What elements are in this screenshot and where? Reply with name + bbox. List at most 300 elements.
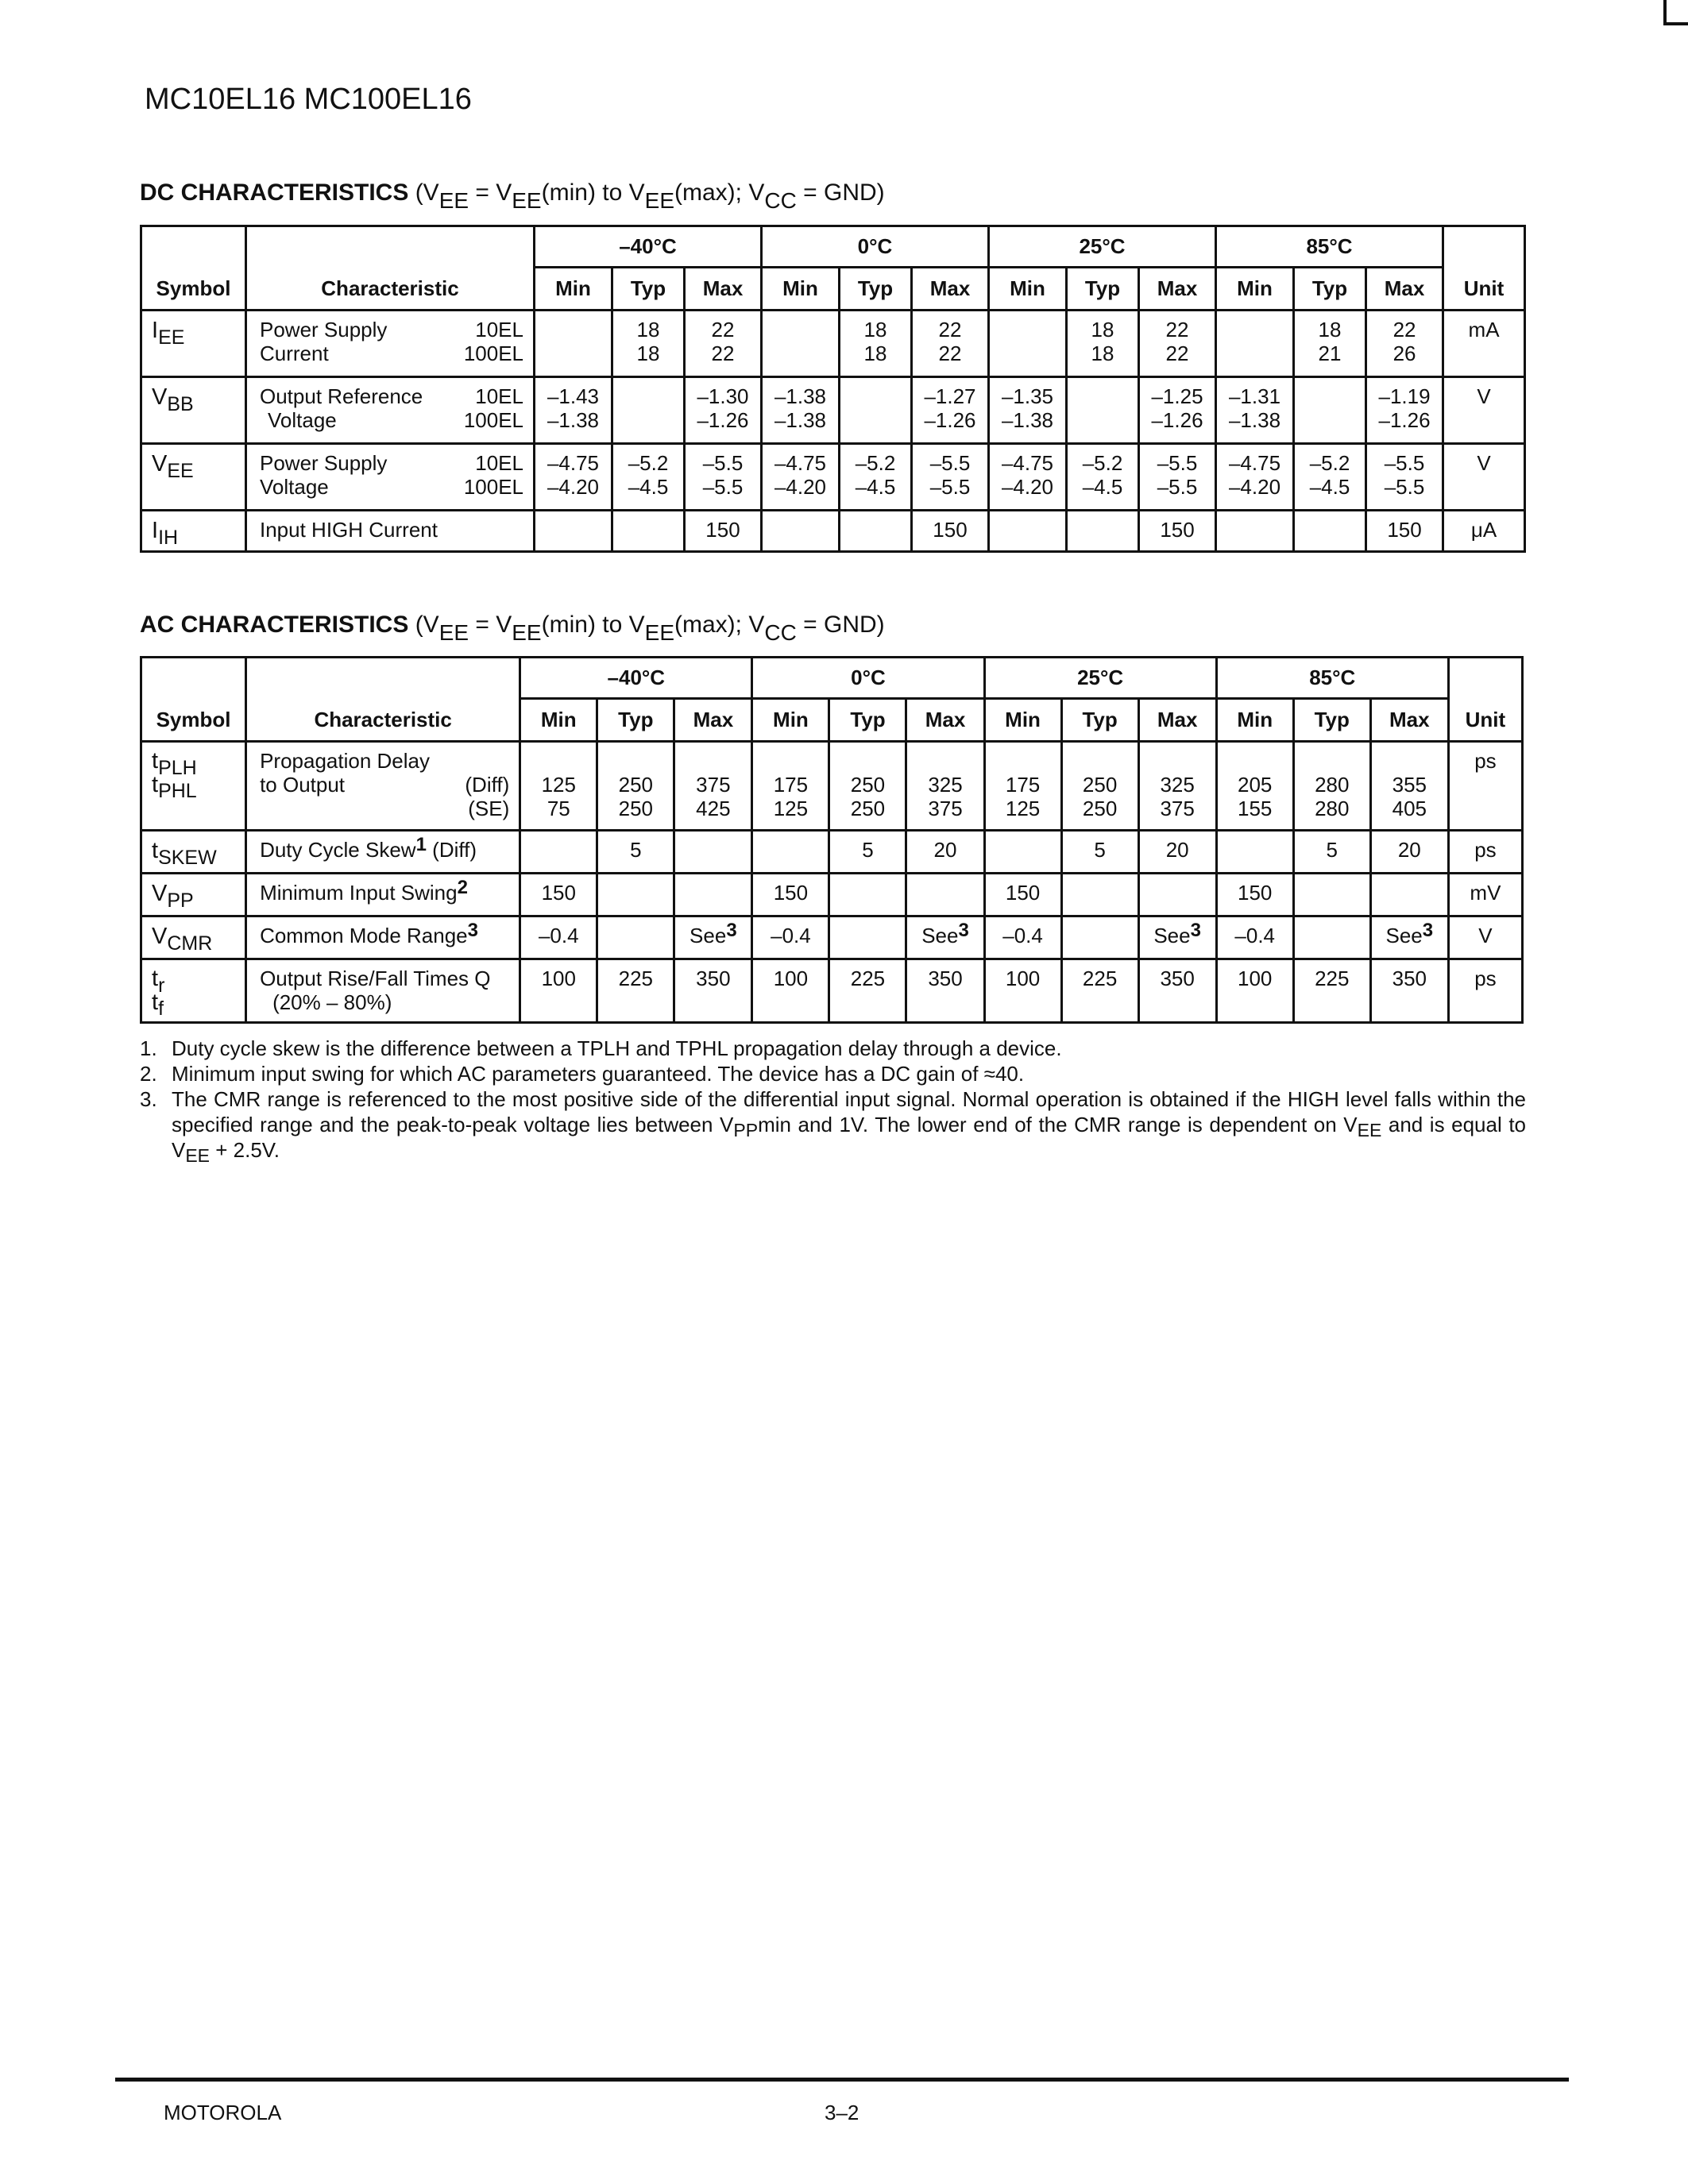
- value: –1.43: [547, 384, 600, 408]
- symbol-cell: [141, 874, 246, 916]
- ac-heading-part: = V: [469, 612, 512, 638]
- char-text: Duty Cycle Skew: [260, 838, 416, 862]
- value-cell: [1366, 444, 1443, 511]
- dc-col-min: Min: [989, 268, 1067, 311]
- symbol-subscript: PP: [167, 889, 194, 912]
- value: [840, 384, 910, 408]
- footer-rule: [115, 2078, 1569, 2082]
- value-cell: [906, 874, 984, 916]
- value: –1.38: [1228, 408, 1281, 432]
- value-cell: [906, 831, 984, 874]
- value: –5.5: [1384, 475, 1425, 499]
- value: 150: [933, 518, 968, 542]
- value-cell: [674, 959, 752, 1023]
- footnote-text: [172, 1086, 1526, 1166]
- value: –1.25: [1151, 384, 1203, 408]
- value: 100: [1005, 967, 1041, 990]
- value: 350: [1160, 967, 1195, 990]
- value: 18: [1091, 341, 1114, 365]
- dc-col-min: Min: [1216, 268, 1294, 311]
- value: 75: [547, 797, 570, 820]
- value-cell: [520, 874, 597, 916]
- value: [907, 881, 983, 905]
- value: 150: [1005, 881, 1041, 905]
- value: 18: [863, 318, 887, 341]
- characteristic-cell: [246, 311, 535, 377]
- value-cell: [612, 377, 685, 444]
- value-cell: [1061, 874, 1138, 916]
- value-cell: [1067, 444, 1139, 511]
- value: 21: [1318, 341, 1342, 365]
- symbol-subscript: SKEW: [158, 847, 217, 869]
- value-cell: [906, 742, 984, 831]
- value: –4.75: [1228, 451, 1281, 475]
- value: 150: [1160, 518, 1195, 542]
- dc-col-max: Max: [1139, 268, 1216, 311]
- value: –5.5: [1157, 451, 1198, 475]
- ac-col-typ: Typ: [597, 699, 674, 742]
- value-cell: [752, 831, 829, 874]
- char-text: Propagation Delay: [260, 749, 430, 773]
- value: 250: [850, 797, 886, 820]
- value: [1063, 924, 1138, 947]
- symbol-subscript: PHL: [158, 780, 197, 802]
- value: –1.26: [697, 408, 749, 432]
- page-title: MC10EL16 MC100EL16: [145, 83, 472, 116]
- value-cell: [685, 511, 762, 552]
- dc-col-unit: Unit: [1443, 226, 1525, 311]
- value-cell: [597, 874, 674, 916]
- symbol-cell: [141, 377, 246, 444]
- char-text: Current: [260, 341, 329, 365]
- value: 26: [1393, 341, 1416, 365]
- value: See$^3$: [689, 920, 737, 947]
- value-cell: [1216, 311, 1294, 377]
- value: [1295, 384, 1365, 408]
- unit: V: [1477, 451, 1491, 475]
- char-variant: (SE): [468, 797, 510, 820]
- value: –0.4: [771, 924, 811, 947]
- ac-heading-sub: EE: [644, 620, 674, 645]
- char-text: Input HIGH Current: [260, 518, 438, 542]
- char-variant: 100EL: [463, 341, 523, 365]
- value-cell: [612, 444, 685, 511]
- footnote-2: [140, 1061, 1526, 1086]
- corner-crop-mark: [1663, 0, 1688, 25]
- value-cell: [612, 311, 685, 377]
- value-cell: [1293, 831, 1370, 874]
- value: [535, 341, 611, 365]
- footnote-ref: 2: [457, 877, 468, 898]
- value-cell: [1294, 444, 1366, 511]
- value-cell: [840, 444, 912, 511]
- value: –4.5: [1082, 475, 1123, 499]
- value-cell: [1138, 874, 1216, 916]
- dc-temp-header: 85°C: [1216, 226, 1443, 268]
- value-cell: [685, 444, 762, 511]
- value-cell: [1067, 311, 1139, 377]
- ac-col-max: Max: [906, 699, 984, 742]
- dc-col-min: Min: [762, 268, 840, 311]
- value-cell: [1061, 742, 1138, 831]
- char-text: Power Supply: [260, 318, 388, 341]
- value: 5: [1326, 838, 1338, 862]
- value: –5.5: [929, 475, 971, 499]
- value: –5.2: [1309, 451, 1350, 475]
- ac-heading-part: = GND): [796, 612, 885, 638]
- char-text: Minimum Input Swing: [260, 881, 458, 905]
- value: –4.20: [1001, 475, 1054, 499]
- char-text: Voltage: [268, 408, 337, 432]
- value-cell: [1294, 377, 1366, 444]
- value: –4.5: [855, 475, 896, 499]
- value: –1.31: [1228, 384, 1281, 408]
- footnote-text-part: The CMR range is referenced to the most positive side of the differential input signal. Normal operation is obtained if the HIGH level falls within the specified range and the peak-to-peak voltage lies between V: [172, 1087, 1526, 1136]
- value-cell: [597, 916, 674, 959]
- characteristic-cell: [246, 959, 520, 1023]
- symbol-letter: V: [152, 384, 168, 410]
- value-cell: [1138, 831, 1216, 874]
- value-cell: [1370, 916, 1448, 959]
- value: 150: [1238, 881, 1273, 905]
- value-cell: [612, 511, 685, 552]
- footnote-3: [140, 1086, 1526, 1166]
- value-cell: [674, 742, 752, 831]
- characteristic-cell: [246, 377, 535, 444]
- value-cell: [906, 959, 984, 1023]
- value-cell: [829, 916, 906, 959]
- value-cell: [1138, 916, 1216, 959]
- value: 325: [928, 773, 963, 797]
- table-row: [141, 742, 1523, 831]
- value: 280: [1315, 773, 1350, 797]
- value-cell: [752, 874, 829, 916]
- value: 5: [1094, 838, 1106, 862]
- value: 175: [773, 773, 809, 797]
- value: 250: [618, 773, 654, 797]
- value-cell: [535, 311, 612, 377]
- dc-col-typ: Typ: [612, 268, 685, 311]
- dc-col-max: Max: [912, 268, 989, 311]
- value: 100: [541, 967, 576, 990]
- char-text: Output Rise/Fall Times Q: [260, 967, 491, 990]
- value-cell: [829, 959, 906, 1023]
- dc-heading-sub: CC: [764, 188, 797, 213]
- value: [763, 318, 838, 341]
- value: 355: [1392, 773, 1427, 797]
- symbol-subscript: CMR: [167, 932, 213, 955]
- value-cell: [840, 311, 912, 377]
- value: 225: [1315, 967, 1350, 990]
- characteristic-cell: [246, 916, 520, 959]
- value: –5.5: [702, 451, 744, 475]
- value: –5.5: [702, 475, 744, 499]
- value: –1.26: [1151, 408, 1203, 432]
- ac-col-max: Max: [1138, 699, 1216, 742]
- value: 125: [541, 773, 576, 797]
- char-text: (20% – 80%): [272, 990, 392, 1014]
- dc-heading-part: = V: [469, 179, 512, 206]
- dc-temp-header: 25°C: [989, 226, 1216, 268]
- dc-heading-part: (max); V: [674, 179, 765, 206]
- unit: V: [1478, 924, 1493, 947]
- value-cell: [1370, 742, 1448, 831]
- value-cell: [829, 874, 906, 916]
- footnote-ref: 3: [1422, 920, 1434, 941]
- value: [990, 341, 1065, 365]
- value: [990, 318, 1065, 341]
- value: 375: [1160, 797, 1195, 820]
- char-text: Voltage: [260, 475, 329, 499]
- value: 100: [1238, 967, 1273, 990]
- table-row: [141, 377, 1525, 444]
- value: 18: [636, 341, 660, 365]
- value-cell: [1061, 916, 1138, 959]
- table-row: [141, 444, 1525, 511]
- value: –1.27: [924, 384, 976, 408]
- ac-col-min: Min: [520, 699, 597, 742]
- value: 150: [773, 881, 809, 905]
- value-cell: [1139, 377, 1216, 444]
- value-cell: [989, 377, 1067, 444]
- char-variant: (Diff): [465, 773, 510, 797]
- ac-heading-part: (V: [415, 612, 439, 638]
- value-cell: [1216, 511, 1294, 552]
- ac-col-max: Max: [1370, 699, 1448, 742]
- value: –1.38: [774, 408, 827, 432]
- dc-heading-part: (min) to V: [541, 179, 645, 206]
- ac-col-unit: Unit: [1448, 658, 1522, 742]
- value: 350: [928, 967, 963, 990]
- value-cell: [1216, 742, 1293, 831]
- ac-heading-part: (max); V: [674, 612, 765, 638]
- value: –5.2: [855, 451, 896, 475]
- value: 100: [773, 967, 809, 990]
- value: –1.38: [774, 384, 827, 408]
- symbol-cell: [141, 511, 246, 552]
- char-text: to Output: [260, 773, 346, 797]
- dc-temp-header: –40°C: [535, 226, 762, 268]
- value: –4.20: [547, 475, 600, 499]
- value: 375: [696, 773, 731, 797]
- value-cell: [1061, 959, 1138, 1023]
- value: 18: [1318, 318, 1342, 341]
- value: –1.35: [1001, 384, 1054, 408]
- dc-temp-header: 0°C: [762, 226, 989, 268]
- value: [1218, 838, 1292, 862]
- dc-col-max: Max: [685, 268, 762, 311]
- value: See$^3$: [1385, 920, 1434, 947]
- value: 18: [636, 318, 660, 341]
- dc-heading-part: (V: [415, 179, 439, 206]
- value-cell: [520, 742, 597, 831]
- ac-col-symbol: Symbol: [141, 658, 246, 742]
- value: [840, 408, 910, 432]
- dc-temp-header-row: [141, 226, 1525, 268]
- symbol-cell: [141, 311, 246, 377]
- value: –5.5: [929, 451, 971, 475]
- dc-heading-part: = GND): [796, 179, 885, 206]
- symbol-cell: [141, 444, 246, 511]
- value: 18: [863, 341, 887, 365]
- value: [830, 881, 905, 905]
- value: 205: [1238, 773, 1273, 797]
- value-cell: [1067, 511, 1139, 552]
- value-cell: [1139, 311, 1216, 377]
- value-cell: [1216, 959, 1293, 1023]
- ac-heading-part: (min) to V: [541, 612, 645, 638]
- ac-temp-header: 0°C: [752, 658, 984, 699]
- unit: V: [1477, 384, 1491, 408]
- ac-characteristics-heading: [140, 612, 885, 646]
- symbol-letter: t: [152, 748, 159, 774]
- ac-col-max: Max: [674, 699, 752, 742]
- value: 125: [1005, 797, 1041, 820]
- table-row: [141, 311, 1525, 377]
- symbol-cell: [141, 742, 246, 831]
- value-cell: [1216, 377, 1294, 444]
- value: –0.4: [538, 924, 579, 947]
- dc-col-characteristic: Characteristic: [246, 226, 535, 311]
- characteristic-cell: [246, 874, 520, 916]
- value: [1217, 318, 1292, 341]
- value-cell: [984, 742, 1061, 831]
- value-cell: [1293, 742, 1370, 831]
- value-cell: [1293, 959, 1370, 1023]
- value: [535, 318, 611, 341]
- symbol-letter: V: [152, 451, 168, 477]
- value-cell: [752, 742, 829, 831]
- value: [675, 838, 751, 862]
- value: –4.5: [1309, 475, 1350, 499]
- table-row: [141, 916, 1523, 959]
- value: 375: [928, 797, 963, 820]
- value-cell: [1138, 742, 1216, 831]
- value: –5.5: [1384, 451, 1425, 475]
- symbol-subscript: PLH: [158, 757, 197, 779]
- value: See$^3$: [1153, 920, 1201, 947]
- char-variant: 100EL: [463, 475, 523, 499]
- value: 325: [1160, 773, 1195, 797]
- char-variant: (Diff): [432, 838, 477, 862]
- value-cell: [597, 742, 674, 831]
- ac-col-typ: Typ: [829, 699, 906, 742]
- value: [990, 518, 1065, 542]
- unit-cell: [1448, 831, 1522, 874]
- symbol-letter: V: [152, 924, 168, 949]
- value-cell: [1216, 831, 1293, 874]
- unit-cell: [1443, 444, 1525, 511]
- value-cell: [984, 831, 1061, 874]
- value-cell: [762, 511, 840, 552]
- value-cell: [1138, 959, 1216, 1023]
- symbol-letter: I: [152, 318, 159, 343]
- value: [1372, 881, 1447, 905]
- value: 250: [1082, 797, 1118, 820]
- value: –1.38: [1001, 408, 1054, 432]
- value: –1.26: [924, 408, 976, 432]
- unit-cell: [1448, 959, 1522, 1023]
- value: 5: [862, 838, 874, 862]
- ac-heading-sub: CC: [764, 620, 797, 645]
- table-row: [141, 511, 1525, 552]
- value: [753, 838, 828, 862]
- value: [986, 838, 1060, 862]
- char-text: Common Mode Range: [260, 924, 468, 947]
- value: [840, 518, 910, 542]
- footnote-sub: EE: [1357, 1120, 1382, 1140]
- ac-temp-header-row: [141, 658, 1523, 699]
- footnote-number: 3.: [140, 1087, 157, 1111]
- value: [1217, 518, 1292, 542]
- char-variant: 10EL: [475, 451, 523, 475]
- footnote-number: 2.: [140, 1062, 157, 1086]
- value-cell: [912, 311, 989, 377]
- characteristic-cell: [246, 742, 520, 831]
- characteristic-cell: [246, 444, 535, 511]
- value-cell: [1294, 311, 1366, 377]
- value: –1.30: [697, 384, 749, 408]
- footnote-text-part: + 2.5V.: [210, 1138, 280, 1162]
- value: –4.75: [774, 451, 827, 475]
- value: –1.26: [1378, 408, 1431, 432]
- dc-col-min: Min: [535, 268, 612, 311]
- footer-brand: MOTOROLA: [164, 2101, 282, 2124]
- unit-cell: [1448, 742, 1522, 831]
- footnote-sub: PP: [733, 1120, 759, 1140]
- value: [1295, 408, 1365, 432]
- value: 22: [711, 341, 735, 365]
- value-cell: [1216, 444, 1294, 511]
- value: –5.5: [1157, 475, 1198, 499]
- value: [613, 518, 683, 542]
- unit: mV: [1470, 881, 1501, 905]
- dc-heading-bold: DC CHARACTERISTICS: [140, 179, 409, 206]
- value-cell: [829, 831, 906, 874]
- value-cell: [1366, 311, 1443, 377]
- unit-cell: [1443, 311, 1525, 377]
- value: 18: [1091, 318, 1114, 341]
- value: –4.5: [628, 475, 669, 499]
- value: [763, 518, 838, 542]
- ac-heading-sub: EE: [512, 620, 542, 645]
- unit: ps: [1474, 749, 1497, 773]
- value: 22: [1165, 341, 1189, 365]
- value: [1217, 341, 1292, 365]
- value-cell: [984, 874, 1061, 916]
- value: 150: [705, 518, 740, 542]
- value-cell: [535, 377, 612, 444]
- footnote-text: Minimum input swing for which AC parameters guaranteed. The device has a DC gain of ≈40.: [172, 1062, 1025, 1086]
- symbol-subscript: f: [158, 997, 164, 1020]
- value-cell: [1067, 377, 1139, 444]
- value: 250: [618, 797, 654, 820]
- value: 350: [696, 967, 731, 990]
- value-cell: [829, 742, 906, 831]
- dc-heading-sub: EE: [512, 188, 542, 213]
- value-cell: [840, 377, 912, 444]
- char-variant: 10EL: [475, 384, 523, 408]
- value-cell: [912, 444, 989, 511]
- ac-heading-sub: EE: [438, 620, 469, 645]
- value-cell: [1293, 916, 1370, 959]
- value-cell: [1216, 874, 1293, 916]
- symbol-letter: t: [152, 990, 159, 1015]
- value-cell: [1139, 444, 1216, 511]
- value: 22: [1165, 318, 1189, 341]
- footnote-ref: 3: [1190, 920, 1201, 941]
- symbol-subscript: EE: [167, 460, 194, 482]
